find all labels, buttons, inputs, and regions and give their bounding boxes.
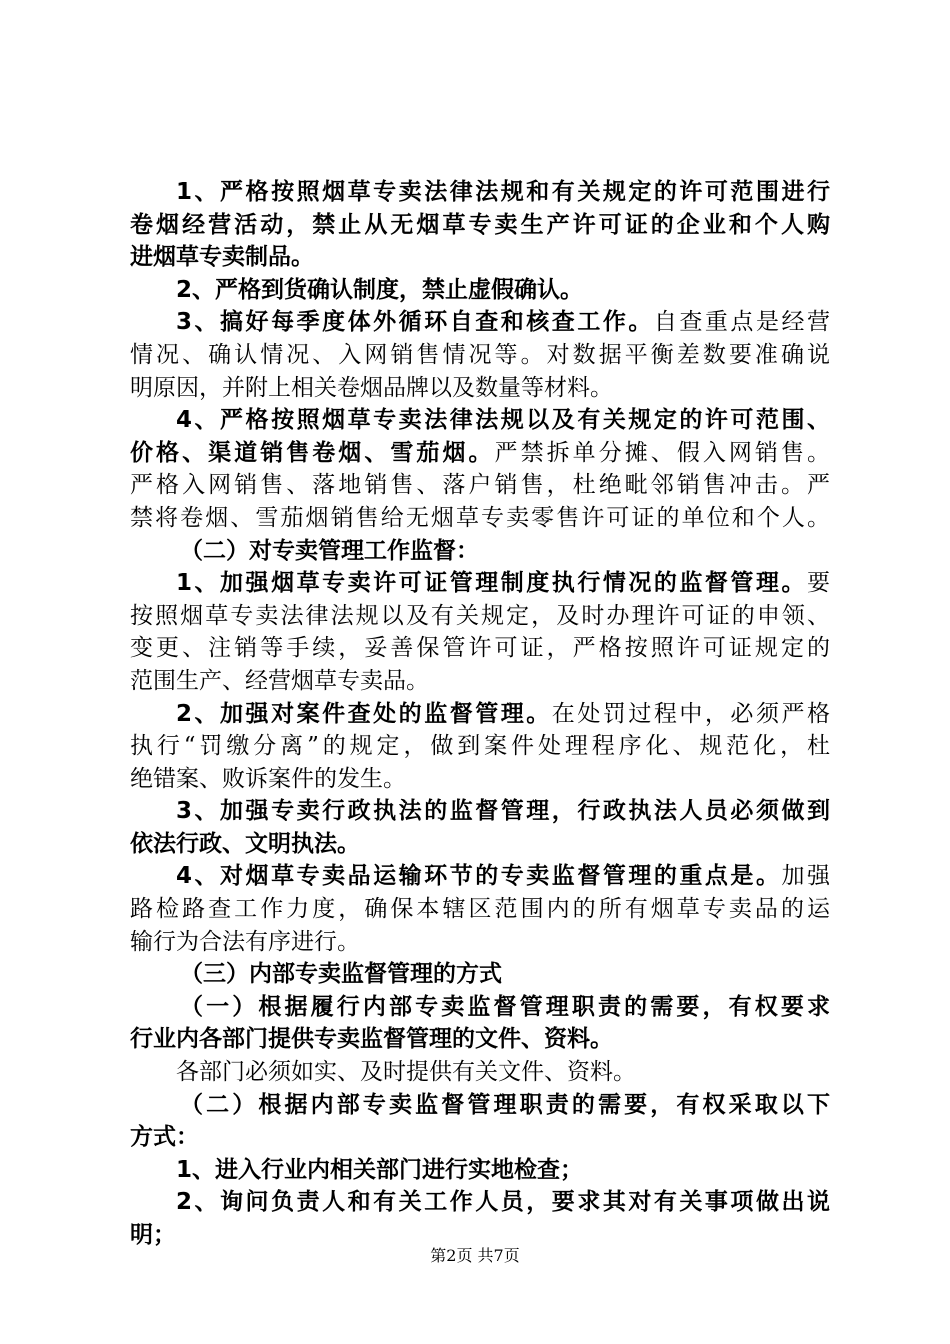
text-segment: 各部门必须如实、及时提供有关文件、资料。 xyxy=(176,1059,636,1086)
text-segment: 价格、渠道销售卷烟、雪茄烟。 xyxy=(130,439,495,466)
text-line xyxy=(130,274,830,307)
text-segment: 明； xyxy=(130,1222,176,1248)
text-segment: 卷烟经营活动，禁止从无烟草专卖生产许可证的企业和个人购 xyxy=(130,211,830,238)
text-line xyxy=(130,567,830,600)
text-segment: 绝错案、败诉案件的发生。 xyxy=(130,765,406,792)
text-segment: 方式： xyxy=(130,1124,199,1151)
text-line xyxy=(130,600,830,633)
text-segment: 执行“罚缴分离”的规定，做到案件处理程序化、规范化，杜 xyxy=(130,733,830,760)
text-line xyxy=(130,437,830,470)
text-line xyxy=(130,1121,830,1154)
text-line xyxy=(130,1023,830,1056)
text-line xyxy=(130,502,830,535)
text-segment: 严禁拆单分摊、假入网销售。 xyxy=(494,439,831,466)
text-segment: 路检路查工作力度，确保本辖区范围内的所有烟草专卖品的运 xyxy=(130,896,830,923)
page-footer: 第2页 共7页 xyxy=(430,1246,520,1265)
text-line xyxy=(130,828,830,861)
text-line xyxy=(130,306,830,339)
text-segment: 自查重点是经营 xyxy=(653,309,830,336)
text-segment: （二）对专卖管理工作监督： xyxy=(180,537,479,564)
text-line xyxy=(130,698,830,731)
text-segment: 加强 xyxy=(781,863,830,890)
text-line xyxy=(130,339,830,372)
text-segment: 2、询问负责人和有关工作人员，要求其对有关事项做出说 xyxy=(176,1189,830,1216)
text-line xyxy=(130,893,830,926)
text-segment: （三）内部专卖监督管理的方式 xyxy=(180,961,502,988)
text-line xyxy=(130,665,830,698)
text-line xyxy=(130,1154,830,1187)
text-segment: 4、严格按照烟草专卖法律法规以及有关规定的许可范围、 xyxy=(176,407,830,434)
text-segment: 在处罚过程中，必须严格 xyxy=(551,700,830,727)
text-segment: 1、加强烟草专卖许可证管理制度执行情况的监督管理。 xyxy=(176,570,807,597)
text-segment: （二）根据内部专卖监督管理职责的需要，有权采取以下 xyxy=(180,1091,830,1118)
text-line xyxy=(130,176,830,209)
text-line xyxy=(130,632,830,665)
text-segment: 进烟草专卖制品。 xyxy=(130,244,314,271)
text-line xyxy=(130,1089,830,1122)
text-segment: 3、加强专卖行政执法的监督管理，行政执法人员必须做到 xyxy=(176,798,830,825)
text-line xyxy=(130,1186,830,1219)
text-segment: 要 xyxy=(807,570,830,597)
text-line xyxy=(130,469,830,502)
text-segment: 明原因，并附上相关卷烟品牌以及数量等材料。 xyxy=(130,374,613,401)
text-line xyxy=(130,860,830,893)
text-line xyxy=(130,372,830,405)
text-segment: 1、进入行业内相关部门进行实地检查； xyxy=(176,1156,584,1183)
document-body xyxy=(130,176,830,1252)
text-line xyxy=(130,926,830,959)
text-line xyxy=(130,404,830,437)
text-segment: 情况、确认情况、入网销售情况等。对数据平衡差数要准确说 xyxy=(130,341,830,368)
text-segment: 严格入网销售、落地销售、落户销售，杜绝毗邻销售冲击。严 xyxy=(130,472,830,499)
text-segment: 依法行政、文明执法。 xyxy=(130,830,360,857)
text-line xyxy=(130,763,830,796)
text-segment: （一）根据履行内部专卖监督管理职责的需要，有权要求 xyxy=(180,993,830,1020)
text-line xyxy=(130,1056,830,1089)
text-segment: 行业内各部门提供专卖监督管理的文件、资料。 xyxy=(130,1026,613,1053)
text-segment: 按照烟草专卖法律法规以及有关规定，及时办理许可证的申领、 xyxy=(130,602,830,629)
text-segment: 2、严格到货确认制度，禁止虚假确认。 xyxy=(176,276,584,303)
text-segment: 输行为合法有序进行。 xyxy=(130,928,360,955)
text-line xyxy=(130,209,830,242)
text-segment: 1、严格按照烟草专卖法律法规和有关规定的许可范围进行 xyxy=(176,179,830,205)
text-line xyxy=(130,795,830,828)
text-segment: 2、加强对案件查处的监督管理。 xyxy=(176,700,552,727)
text-segment: 3、搞好每季度体外循环自查和核查工作。 xyxy=(176,309,654,336)
text-segment: 范围生产、经营烟草专卖品。 xyxy=(130,667,429,694)
text-segment: 4、对烟草专卖品运输环节的专卖监督管理的重点是。 xyxy=(176,863,782,890)
text-line xyxy=(130,535,830,568)
text-line xyxy=(130,241,830,274)
text-segment: 变更、注销等手续，妥善保管许可证，严格按照许可证规定的 xyxy=(130,635,830,662)
text-line xyxy=(130,958,830,991)
text-segment: 禁将卷烟、雪茄烟销售给无烟草专卖零售许可证的单位和个人。 xyxy=(130,504,830,531)
text-line xyxy=(130,730,830,763)
text-line xyxy=(130,991,830,1024)
